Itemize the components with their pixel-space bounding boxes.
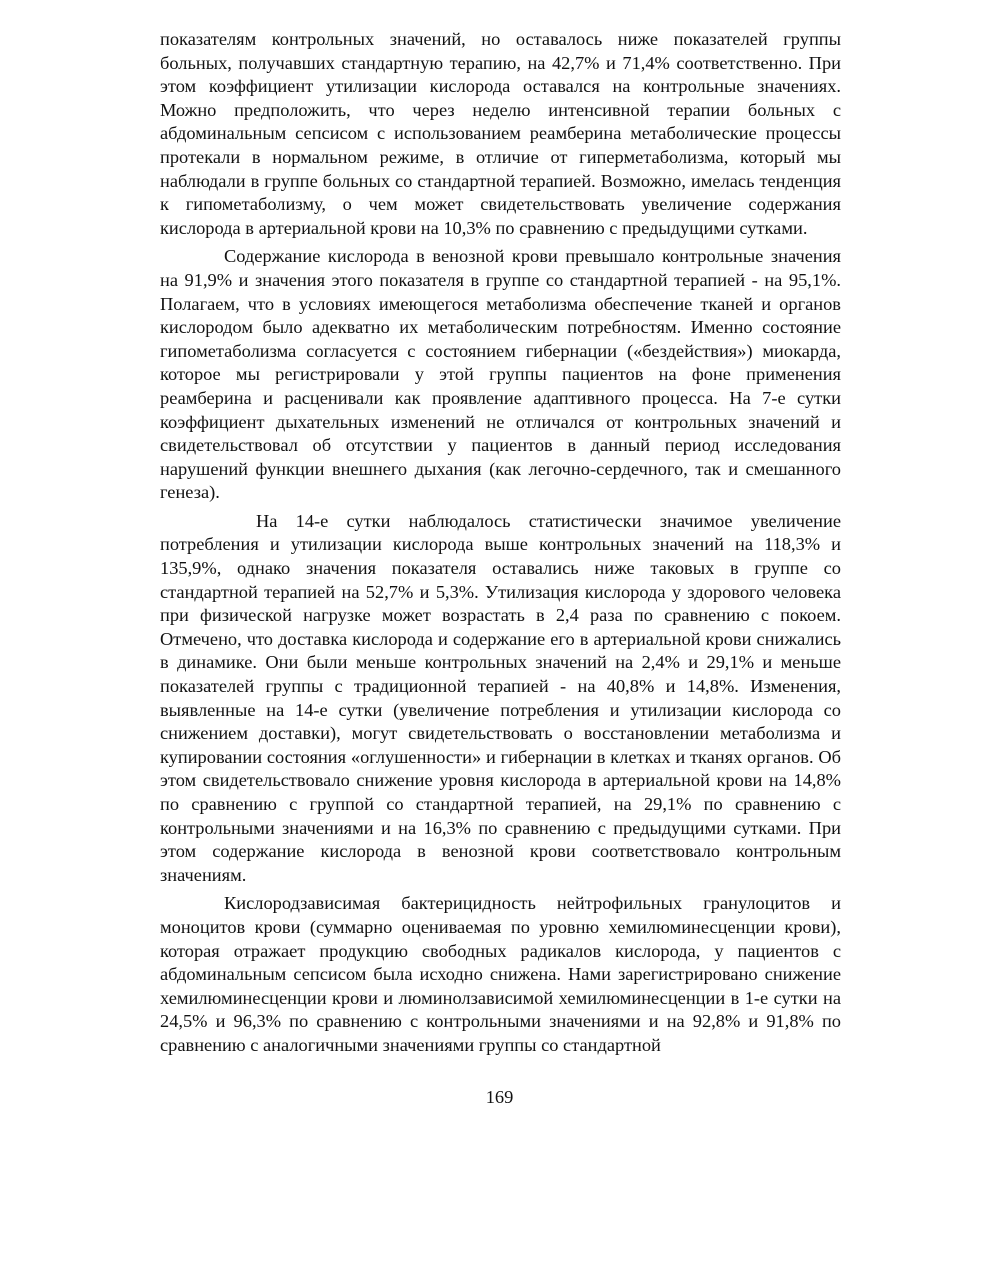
paragraph-1: показателям контрольных значений, но оставалось ниже показателей группы больных, получавших стандартную терапию, на 42,7% и 71,4% соответственно. При этом коэффициент утилизации кислорода оставался на контрольные значениях. Можно предположить, что через неделю интенсивной терапии больных с абдоминальным сепсисом с использованием реамберина метаболические процессы протекали в нормальном режиме, в отличие от гиперметаболизма, который мы наблюдали в группе больных со стандартной терапией. Возможно, имелась тенденция к гипометаболизму, о чем может свидетельствовать увеличение содержания кислорода в артериальной крови на 10,3% по сравнению с предыдущими сутками. xyxy=(160,29,841,238)
paragraph-4: Кислородзависимая бактерицидность нейтрофильных гранулоцитов и моноцитов крови (суммарно оцениваемая по уровню хемилюминесценции крови), которая отражает продукцию свободных радикалов кислорода, у пациентов с абдоминальным сепсисом была исходно снижена. Нами зарегистрировано снижение хемилюминесценции крови и люминолзависимой хемилюминесценции в 1-е сутки на 24,5% и 96,3% по сравнению с контрольными значениями и на 92,8% и 91,8% по сравнению с аналогичными значениями группы со стандартной xyxy=(160,893,841,1055)
paragraph-3: На 14-е сутки наблюдалось статистически значимое увеличение потребления и утилизации кислорода выше контрольных значений на 118,3% и 135,9%, однако значения показателя оставались ниже таковых в группе со стандартной терапией на 52,7% и 5,3%. Утилизация кислорода у здорового человека при физической нагрузке может возрастать в 2,4 раза по сравнению с покоем. Отмечено, что доставка кислорода и содержание его в артериальной крови снижались в динамике. Они были меньше контрольных значений на 2,4% и 29,1% и меньше показателей группы с традиционной терапией - на 40,8% и 14,8%. Изменения, выявленные на 14-е сутки (увеличение потребления и утилизации кислорода со снижением доставки), могут свидетельствовать о восстановлении метаболизма и купировании состояния «оглушенности» и гибернации в клетках и тканях органов. Об этом свидетельствовало снижение уровня кислорода в артериальной крови на 14,8% по сравнению с группой со стандартной терапией, на 29,1% по сравнению с контрольными значениями и на 16,3% по сравнению с предыдущими сутками. При этом содержание кислорода в венозной крови соответствовало контрольным значениям. xyxy=(160,510,841,885)
body-text xyxy=(160,28,841,1063)
paragraph-2: Содержание кислорода в венозной крови превышало контрольные значения на 91,9% и значения этого показателя в группе со стандартной терапией - на 95,1%. Полагаем, что в условиях имеющегося метаболизма обеспечение тканей и органов кислородом было адекватно их метаболическим потребностям. Именно состояние гипометаболизма согласуется с состоянием гибернации («бездействия») миокарда, которое мы регистрировали у этой группы пациентов на фоне применения реамберина и расценивали как проявление адаптивного процесса. На 7-е сутки коэффициент дыхательных изменений не отличался от контрольных значений и свидетельствовал об отсутствии у пациентов в данный период исследования нарушений функции внешнего дыхания (как легочно-сердечного, так и смешанного генеза). xyxy=(160,246,841,503)
page-number: 169 xyxy=(485,1087,514,1107)
